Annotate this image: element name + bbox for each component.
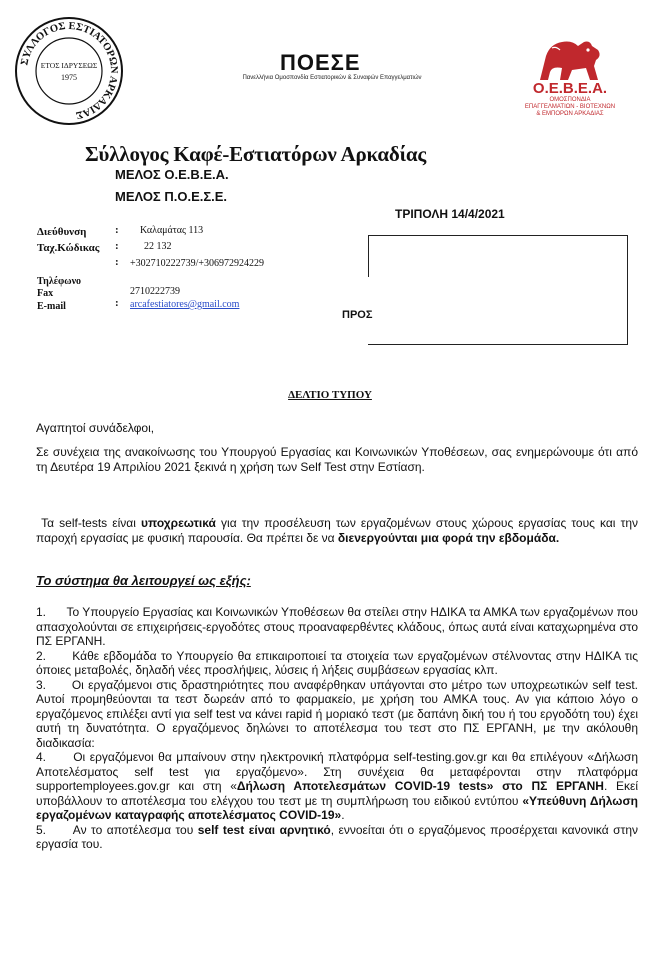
membership-line: ΜΕΛΟΣ Ο.Ε.Β.Ε.Α. bbox=[115, 167, 229, 182]
oebea-sub-line: ΕΠΑΓΓΕΛΜΑΤΙΩΝ - ΒΙΟΤΕΧΝΩΝ bbox=[524, 104, 616, 110]
colon: : bbox=[115, 240, 119, 252]
oebea-sub-line: & ΕΜΠΟΡΩΝ ΑΡΚΑΔΙΑΣ bbox=[536, 111, 604, 117]
poese-subtitle: Πανελλήνια Ομοσπονδία Εστιατορικών & Συναφών Επαγγελματιών bbox=[242, 75, 422, 81]
seal-year: 1975 bbox=[61, 73, 77, 82]
emphasis-text: «Υπεύθυνη Δήλωση εργαζομένων καταγραφής αποτελέσματος COVID-19» bbox=[36, 793, 638, 822]
recipient-box-edge bbox=[368, 235, 369, 277]
association-seal-logo bbox=[14, 16, 124, 126]
emphasis-text: διενεργούνται μια φορά την εβδομάδα. bbox=[337, 530, 560, 545]
emphasis-text: υποχρεωτικά bbox=[141, 516, 216, 530]
obligation-paragraph bbox=[36, 516, 638, 545]
recipient-box bbox=[368, 235, 628, 345]
fax-value: 2710222739 bbox=[130, 286, 180, 297]
emphasis-text: Δήλωση Αποτελεσμάτων COVID-19 tests» στο ΠΣ ΕΡΓΑΝΗ bbox=[236, 779, 604, 793]
text-run: . Εκεί υποβάλλουν το αποτέλεσμα του ελέγχου του τεστ με τη συμπλήρωση του ειδικού εντύπου bbox=[36, 779, 638, 808]
poese-logo: ΠΟΕΣΕ bbox=[280, 50, 361, 75]
list-item: 2. Κάθε εβδομάδα το Υπουργείο θα επικαιροποιεί τα στοιχεία των εργαζομένων στέλνοντας στην ΗΔΙΚΑ τις όποιες μεταβολές, δηλαδή νέες προσλήψεις, λύσεις ή λήξεις συμβάσεων εργασίας κλπ. bbox=[36, 648, 638, 677]
seal-ring-text: ΣΥΛΛΟΓΟΣ ΕΣΤΙΑΤΟΡΩΝ ΑΡΚΑΔΙΑΣ bbox=[19, 20, 120, 121]
email-label: E-mail bbox=[37, 301, 66, 312]
place-date: ΤΡΙΠΟΛΗ 14/4/2021 bbox=[395, 207, 505, 221]
text-run: 5. Αν το αποτέλεσμα του bbox=[36, 822, 198, 837]
postal-code-value: 22 132 bbox=[144, 241, 172, 252]
colon: : bbox=[115, 297, 119, 309]
colon: : bbox=[115, 256, 119, 268]
address-value: Καλαμάτας 113 bbox=[140, 225, 204, 236]
oebea-title: Ο.Ε.Β.Ε.Α. bbox=[532, 80, 608, 97]
colon: : bbox=[115, 224, 119, 236]
lion-emblem-icon bbox=[532, 36, 606, 84]
phone-numbers: +302710222739/+306972924229 bbox=[130, 258, 265, 269]
text-run: για την προσέλευση των εργαζομένων στους χώρους εργασίας τους και την παροχή εργασίας με φυσική παρουσία. Θα πρέπει δε να bbox=[36, 516, 638, 545]
emphasis-text: self test είναι αρνητικό bbox=[197, 822, 331, 837]
system-heading: Το σύστημα θα λειτουργεί ως εξής: bbox=[36, 573, 251, 588]
press-release-heading: ΔΕΛΤΙΟ ΤΥΠΟΥ bbox=[288, 389, 372, 401]
text-run: Τα self-tests είναι bbox=[41, 516, 141, 530]
membership-line: ΜΕΛΟΣ Π.Ο.Ε.Σ.Ε. bbox=[115, 189, 228, 204]
seal-inner-text: ΕΤΟΣ ΙΔΡΥΣΕΩΣ bbox=[40, 61, 98, 70]
oebea-sub-line: ΟΜΟΣΠΟΝΔΙΑ bbox=[549, 97, 591, 103]
list-item: 1. Το Υπουργείο Εργασίας και Κοινωνικών Υποθέσεων θα στείλει στην ΗΔΙΚΑ τα ΑΜΚΑ των εργαζομένων που απασχολούνται σε επιχειρήσεις-εργοδότες στους προαναφερθέντες κλάδους, όπως αυτά είναι καταχωρημένα στο ΠΣ ΕΡΓΑΝΗ. bbox=[36, 605, 638, 648]
organization-title: Σύλλογος Καφέ-Εστιατόρων Αρκαδίας bbox=[85, 142, 427, 166]
text-run: 4. Οι εργαζόμενοι θα μπαίνουν στην ηλεκτρονική πλατφόρμα self-testing.gov.gr και θα επιλέγουν «Δήλωση Αποτελέσματος self test για εργαζόμενο». Στη συνέχεια θα μεταφέρονται στην πλατφόρμα supportemployees.gov.gr και στη « bbox=[36, 750, 638, 793]
intro-paragraph: Σε συνέχεια της ανακοίνωσης του Υπουργού Εργασίας και Κοινωνικών Υποθέσεων, σας ενημερώνουμε ότι από τη Δευτέρα 19 Απριλίου 2021 ξεκινά η χρήση των Self Test στην Εστίαση. bbox=[36, 445, 638, 474]
text-run: . bbox=[341, 808, 345, 822]
list-item bbox=[36, 750, 638, 823]
oebea-subtitle bbox=[512, 97, 628, 118]
email-link[interactable]: arcafestiatores@gmail.com bbox=[130, 299, 240, 310]
procedure-list bbox=[36, 605, 638, 852]
greeting: Αγαπητοί συνάδελφοι, bbox=[36, 421, 155, 435]
fax-label: Fax bbox=[37, 288, 54, 299]
list-item bbox=[36, 823, 638, 852]
phone-label: Τηλέφωνο bbox=[37, 276, 82, 287]
address-label: Διεύθυνση bbox=[37, 226, 87, 238]
recipient-label: ΠΡΟΣ bbox=[342, 309, 373, 321]
list-item: 3. Οι εργαζόμενοι στις δραστηριότητες που αναφέρθηκαν υπάγονται στο μέτρο των υποχρεωτικών self test. Αυτοί προμηθεύονται τα τεστ δωρεάν από το φαρμακείο, με χρήση του ΑΜΚΑ τους. Αν για κάποιο λόγο ο εργαζόμενος επιλέξει αντί για self test να κάνει rapid ή μοριακό τεστ (με δαπάνη δική του ή του εργοδότη του) έχει αυτή τη δυνατότητα. Ο εργαζόμενος δηλώνει το αποτέλεσμα του τεστ στο ΠΣ ΕΡΓΑΝΗ, με την ακόλουθη διαδικασία: bbox=[36, 677, 638, 750]
postal-code-label: Ταχ.Κώδικας bbox=[37, 242, 100, 254]
text-run: , εννοείται ότι ο εργαζόμενος προσέρχεται κανονικά στην εργασία του. bbox=[36, 822, 639, 851]
svg-text:ΣΥΛΛΟΓΟΣ ΕΣΤΙΑΤΟΡΩΝ ΑΡΚΑΔΙΑΣ bbox=[19, 21, 119, 121]
